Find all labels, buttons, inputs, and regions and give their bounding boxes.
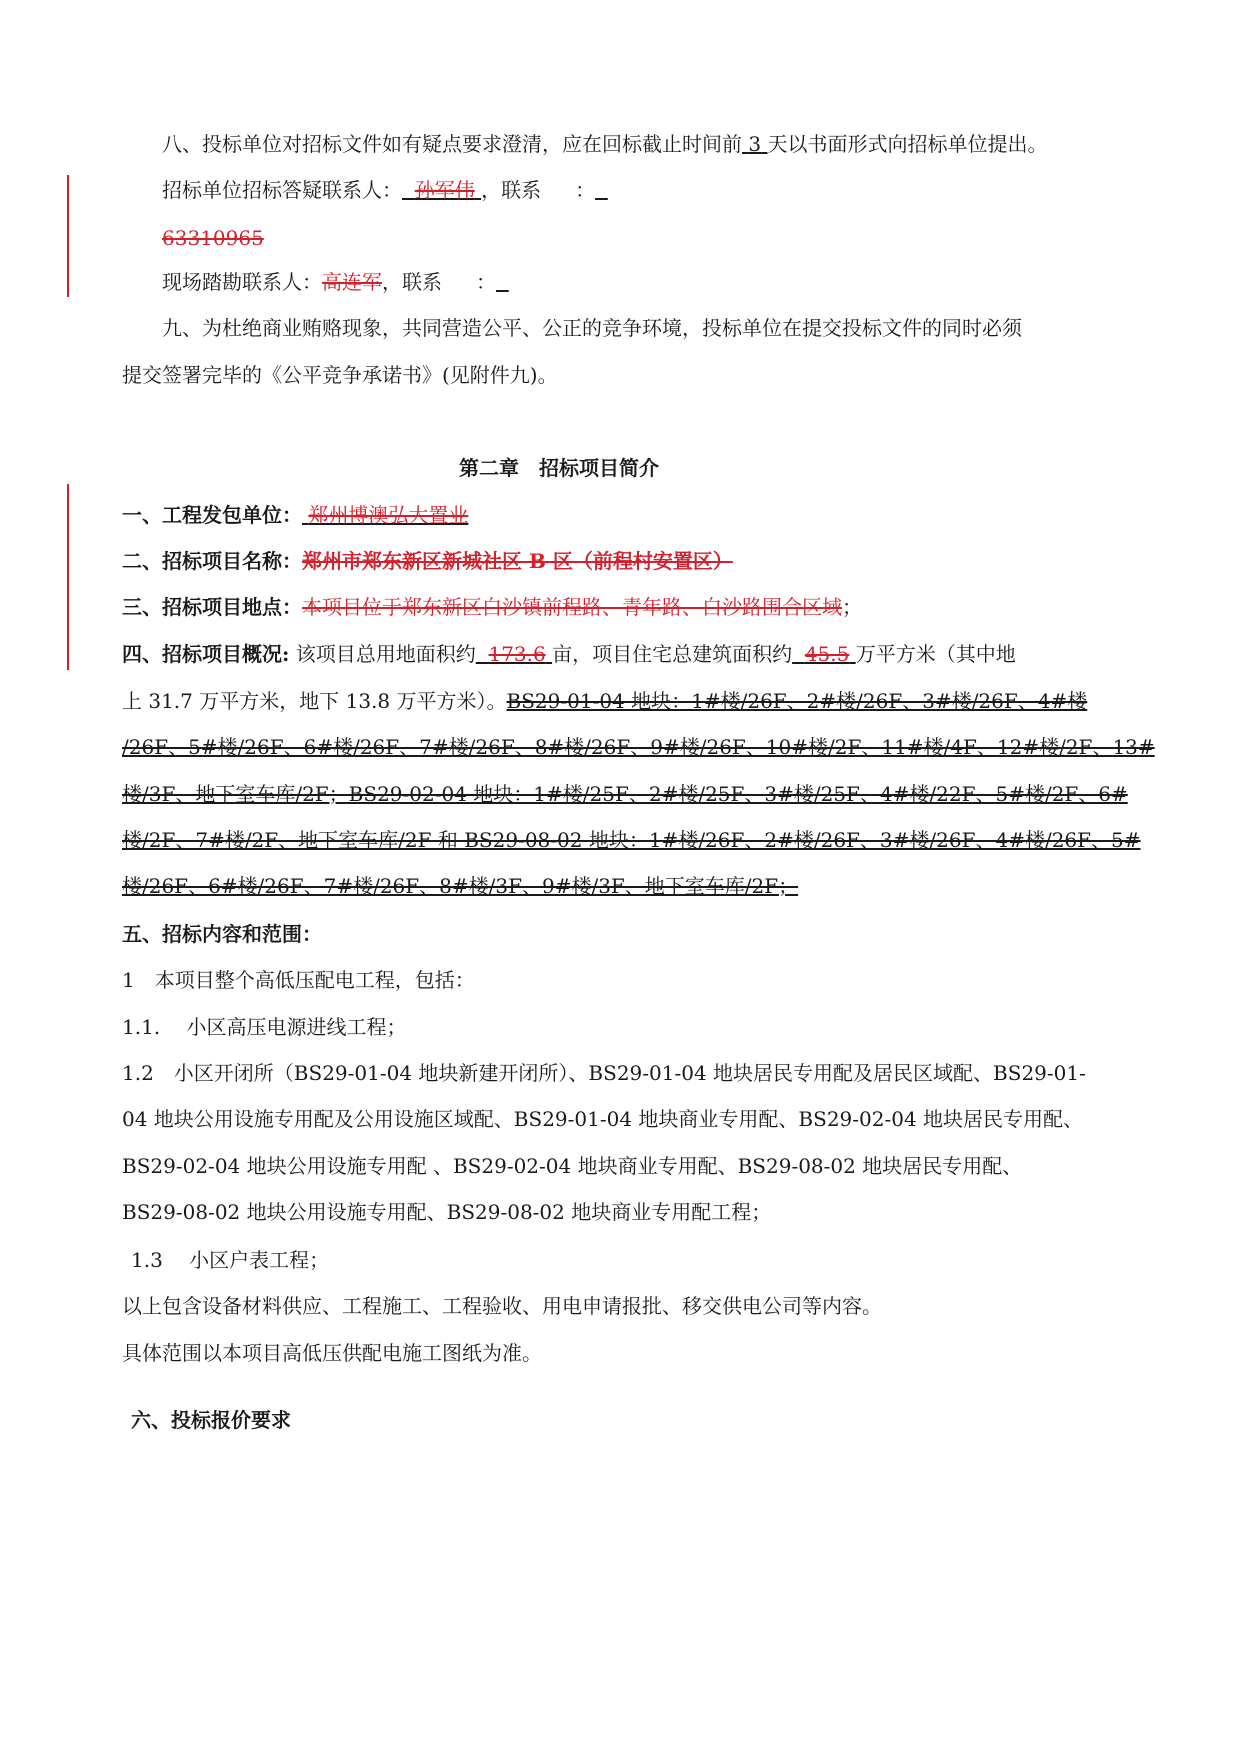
- item5-heading: 五、招标内容和范围：: [122, 922, 322, 946]
- contractor-value: 郑州博澳弘大置业: [308, 503, 469, 527]
- scope-line2: 具体范围以本项目高低压供配电施工图纸为准。: [122, 1341, 542, 1365]
- revision-bar: [67, 175, 69, 297]
- land-area-value: 173.6: [488, 642, 546, 666]
- content-1-2-l1: 1.2 小区开闭所（BS29-01-04 地块新建开闭所）、BS29-01-04 地块居民专用配及居民区域配、BS29-01-: [122, 1061, 1086, 1085]
- content-1-2-l4: BS29-08-02 地块公用设施专用配、BS29-08-02 地块商业专用配工程；: [122, 1200, 772, 1224]
- project-name-value: 郑州市郑东新区新城社区 B 区（前程村安置区）: [302, 549, 733, 573]
- revision-bar: [67, 484, 69, 670]
- sec9-line2: 提交签署完毕的《公平竞争承诺书》(见附件九)。: [122, 363, 558, 387]
- item4-line1: 四、招标项目概况: 该项目总用地面积约 173.6 亩，项目住宅总建筑面积约 45.5 万平方米（其中地: [122, 642, 1016, 666]
- item4-line6: 楼/26F、6#楼/26F、7#楼/26F、8#楼/3F、9#楼/3F、地下室车库/2F；: [122, 874, 799, 898]
- item4-line4: 楼/3F、地下室车库/2F；BS29-02-04 地块：1#楼/25F、2#楼/25F、3#楼/25F、4#楼/22F、5#楼/2F、6#: [122, 782, 1128, 806]
- content-1-2-l3: BS29-02-04 地块公用设施专用配 、BS29-02-04 地块商业专用配、BS29-08-02 地块居民专用配、: [122, 1154, 1023, 1178]
- building-area-value: 45.5: [804, 642, 850, 666]
- sec8-line1: 八、投标单位对招标文件如有疑点要求澄清，应在回标截止时间前 3 天以书面形式向招标单位提出。: [162, 132, 1048, 156]
- scope-line1: 以上包含设备材料供应、工程施工、工程验收、用电申请报批、移交供电公司等内容。: [122, 1294, 882, 1318]
- item4-line3: /26F、5#楼/26F、6#楼/26F、7#楼/26F、8#楼/26F、9#楼/26F、10#楼/2F、11#楼/4F、12#楼/2F、13#: [122, 735, 1155, 759]
- item4-line5: 楼/2F、7#楼/2F、地下室车库/2F 和 BS29-08-02 地块：1#楼/26F、2#楼/26F、3#楼/26F、4#楼/26F、5#: [122, 828, 1141, 852]
- qa-contact-line: 招标单位招标答疑联系人： 孙军伟 ，联系 ：: [162, 178, 596, 202]
- item3: 三、招标项目地点：本项目位于郑东新区白沙镇前程路、青年路、白沙路围合区域；: [122, 595, 862, 619]
- content-1-1: 1.1. 小区高压电源进线工程；: [122, 1015, 407, 1039]
- sec9-line1: 九、为杜绝商业贿赂现象，共同营造公平、公正的竞争环境，投标单位在提交投标文件的同时必须: [162, 316, 1022, 340]
- content-1: 1 本项目整个高低压配电工程，包括：: [122, 968, 475, 992]
- site-contact-name: 高连军: [322, 270, 382, 294]
- item1: 一、工程发包单位： 郑州博澳弘大置业: [122, 503, 469, 527]
- qa-contact-name: 孙军伟: [414, 178, 475, 202]
- item2: 二、招标项目名称：郑州市郑东新区新城社区 B 区（前程村安置区）: [122, 549, 733, 573]
- qa-contact-phone: 63310965: [162, 226, 264, 250]
- days-value: 3: [748, 132, 762, 156]
- content-1-2-l2: 04 地块公用设施专用配及公用设施区域配、BS29-01-04 地块商业专用配、BS29-02-04 地块居民专用配、: [122, 1107, 1084, 1131]
- site-contact-line: 现场踏勘联系人：高连军，联系 ：: [162, 270, 496, 294]
- chapter-title: 第二章 招标项目简介: [459, 456, 659, 480]
- item4-line2: 上 31.7 万平方米，地下 13.8 万平方米）。BS29-01-04 地块：1#楼/26F、2#楼/26F、3#楼/26F、4#楼: [122, 689, 1088, 713]
- item6-heading: 六、投标报价要求: [131, 1408, 291, 1432]
- content-1-3: 1.3 小区户表工程；: [131, 1248, 330, 1272]
- project-location-value: 本项目位于郑东新区白沙镇前程路、青年路、白沙路围合区域: [302, 595, 842, 619]
